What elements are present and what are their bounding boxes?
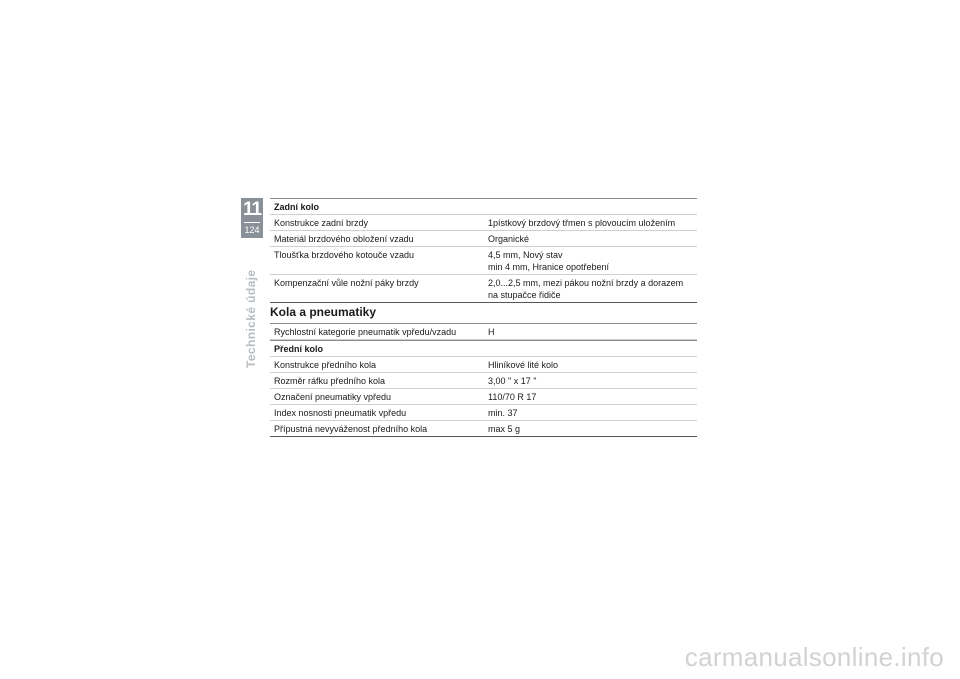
- row-label: Rozměr ráfku předního kola: [274, 375, 386, 386]
- row-label: Konstrukce zadní brzdy: [274, 217, 369, 228]
- table-row: [270, 357, 697, 373]
- row-value: 3,00 " x 17 ": [488, 375, 537, 386]
- front-wheel-heading: Přední kolo: [270, 340, 697, 357]
- row-label: Tloušťka brzdového kotouče vzadu: [274, 249, 414, 260]
- chapter-number: 11: [242, 199, 262, 220]
- row-value: min. 37: [488, 407, 518, 418]
- row-value: H: [488, 326, 495, 337]
- chapter-title-vertical: Technické údaje: [244, 269, 258, 368]
- row-value-line: 4,5 mm, Nový stav: [488, 249, 563, 260]
- table-row: [270, 389, 697, 405]
- table-row: [270, 275, 697, 303]
- row-value: [483, 249, 697, 273]
- chapter-tab: [241, 198, 263, 238]
- table-row: [270, 373, 697, 389]
- row-value: Organické: [488, 233, 530, 244]
- rear-wheel-heading: Zadní kolo: [270, 198, 697, 215]
- page-number: 124: [244, 225, 260, 235]
- row-label: Přípustná nevyváženost předního kola: [274, 423, 428, 434]
- row-value: [483, 277, 697, 301]
- section-heading: Kola a pneumatiky: [270, 305, 377, 319]
- row-value-line: min 4 mm, Hranice opotřebení: [488, 261, 610, 272]
- table-row: [270, 247, 697, 275]
- watermark: carmanualsonline.info: [684, 642, 944, 672]
- row-label: Konstrukce předního kola: [274, 359, 377, 370]
- row-value: max 5 g: [488, 423, 521, 434]
- rear-wheel-table: [270, 198, 697, 303]
- wheels-tyres-table: [270, 323, 697, 437]
- row-label: Materiál brzdového obložení vzadu: [274, 233, 414, 244]
- table-row: [270, 323, 697, 340]
- row-value-line: 2,0...2,5 mm, mezi pákou nožní brzdy a dorazem: [488, 277, 684, 288]
- table-row: [270, 215, 697, 231]
- row-value-line: na stupačce řidiče: [488, 289, 561, 300]
- row-label: Rychlostní kategorie pneumatik vpředu/vzadu: [274, 326, 457, 337]
- table-row: [270, 421, 697, 437]
- row-value: Hliníkové lité kolo: [488, 359, 559, 370]
- row-label: Index nosnosti pneumatik vpředu: [274, 407, 407, 418]
- row-value: 110/70 R 17: [488, 391, 537, 402]
- table-row: [270, 231, 697, 247]
- row-label: Kompenzační vůle nožní páky brzdy: [274, 277, 419, 288]
- row-value: 1pístkový brzdový třmen s plovoucím uložením: [488, 217, 676, 228]
- table-row: [270, 405, 697, 421]
- row-label: Označení pneumatiky vpředu: [274, 391, 392, 402]
- chapter-separator: [244, 222, 260, 223]
